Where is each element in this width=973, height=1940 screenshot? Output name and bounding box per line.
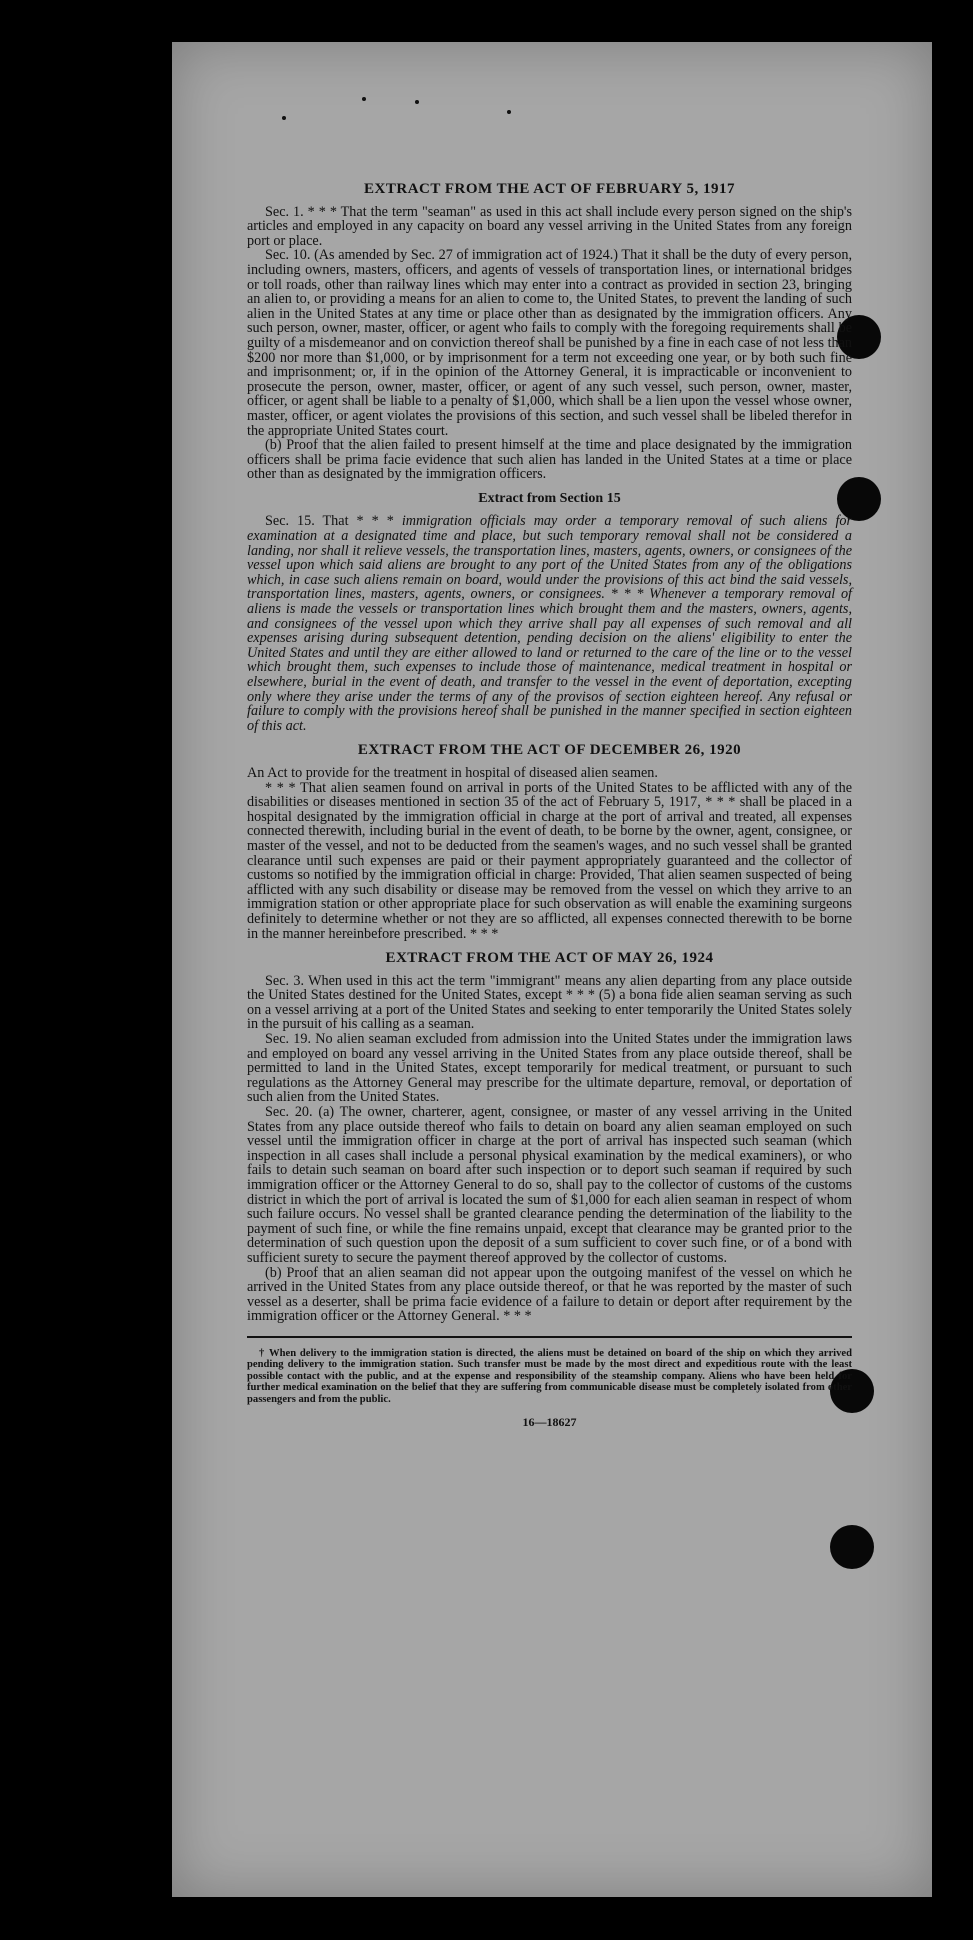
section-10b-text: (b) Proof that the alien failed to present himself at the time and place designated by the immigration officers shall be prima facie evidence that such alien has landed in the United States at a time or place other than as designated by the immigration officers. — [247, 437, 852, 483]
section-3-text: Sec. 3. When used in this act the term "immigrant" means any alien departing from any place outside the United States destined for the United States, except * * * (5) a bona fide alien seaman serving as such on a vessel arriving at a port of the United States and seeking to enter temporarily the United States solely in the pursuit of his calling as a seaman. — [247, 972, 852, 1033]
punch-hole — [830, 1525, 874, 1569]
speck — [415, 100, 419, 104]
act-1920-body: * * * That alien seamen found on arrival in ports of the United States to be afflicted with any of the disabilities or diseases mentioned in section 35 of the act of February 5, 1917, * * * shall be placed in a hospital designated by the immigration official in charge at the port of arrival and treated, all expenses connected therewith, including burial in the event of death, to be borne by the owner, agent, consignee, or master of the vessel, and not to be deducted from the seamen's wages, and no such vessel shall be granted clearance until such expenses are paid or their payment appropriately guaranteed and the collector of customs so notified by the immigration official in charge: Provided, That alien seamen suspected of being afflicted with any such disability or disease may be removed from the vessel on which they arrive to an immigration station or other appropriate place for such observation as will enable the examining surgeons definitely to determine whether or not they are so afflicted, all expenses connected therewith to be borne in the manner hereinbefore prescribed. * * * — [247, 779, 852, 942]
section-15-body: immigration officials may order a temporary removal of such aliens for examination at a designated time and place, but such temporary removal shall not be considered a landing, nor shall it relieve vessels, the transportation lines, masters, agents, owners, or consignees of the vessel upon which said aliens are brought to any port of the United States from any of the obligations which, in case such aliens remain on board, would under the provisions of this act bind the said vessels, transportation lines, masters, agents, owners, or consignees. * * * Whenever a temporary removal of aliens is made the vessels or transportation lines which brought them and the masters, owners, agents, and consignees of the vessel upon which they arrive shall pay all expenses of such removal and all expenses arising during subsequent detention, pending decision on the aliens' eligibility to enter the United States and until they are either allowed to land or returned to the care of the line or to the vessel which brought them, such expenses to include those of maintenance, medical treatment in hospital or elsewhere, burial in the event of death, and transfer to the vessel in the event of deportation, excepting only where they arise under the terms of any of the provisos of section eighteen hereof. Any refusal or failure to comply with the provisions hereof shall be punished in the manner specified in section eighteen of this act. — [247, 513, 852, 734]
document-text — [247, 182, 852, 1430]
section-20b-text: (b) Proof that an alien seaman did not appear upon the outgoing manifest of the vessel on which he arrived in the United States from any place outside thereof, or that he was reported by the master of such vessel as a deserter, shall be prima facie evidence of a failure to detain or deport after requirement by the immigration officer or the Attorney General. * * * — [247, 1264, 852, 1325]
section-10-text: Sec. 10. (As amended by Sec. 27 of immigration act of 1924.) That it shall be the duty of every person, including owners, masters, officers, and agents of vessels of transportation lines, or international bridges or toll roads, other than railway lines which may enter into a contract as provided in section 23, bringing an alien to, or providing a means for an alien to come to, the United States, to prevent the landing of such alien in the United States at any time or place other than as designated by the immigration officers. Any such person, owner, master, officer, or agent who fails to comply with the foregoing requirements shall be guilty of a misdemeanor and on conviction thereof shall be punished by a fine in each case of not less than $200 nor more than $1,000, or by imprisonment for a term not exceeding one year, or by both such fine and imprisonment; or, if in the opinion of the Attorney General, it is impracticable or inconvenient to prosecute the person, owner, master, officer, or agent of any such vessel, such person, owner, master, officer, or agent shall be liable to a penalty of $1,000, which shall be a lien upon the vessel whose owner, master, officer, or agent violates the provisions of this section, and such vessel shall be libeled therefor in the appropriate United States court. — [247, 247, 852, 439]
section-20-text: Sec. 20. (a) The owner, charterer, agent, consignee, or master of any vessel arriving in the United States from any place outside thereof who fails to detain on board any alien seaman employed on such vessel until the immigration officer in charge at the port of arrival has inspected such seaman (which inspection in all cases shall include a personal physical examination by the medical examiners), or who fails to detain such seaman on board after such inspection or to deport such seaman if required by such immigration officer or the Attorney General to do so, shall pay to the collector of customs of the customs district in which the port of arrival is located the sum of $1,000 for each alien seaman in respect of whom such failure occurs. No vessel shall be granted clearance pending the determination of the liability to the payment of such fine, or while the fine remains unpaid, except that clearance may be granted prior to the determination of such question upon the deposit of a sum sufficient to cover such fine, or of a bond with sufficient surety to secure the payment thereof approved by the collector of customs. — [247, 1104, 852, 1266]
section-15-prefix: Sec. 15. That * * * — [265, 513, 402, 530]
subheading-section-15: Extract from Section 15 — [478, 490, 621, 506]
heading-act-1924: EXTRACT FROM THE ACT OF MAY 26, 1924 — [385, 950, 714, 967]
speck — [507, 110, 511, 114]
section-19-text: Sec. 19. No alien seaman excluded from admission into the United States under the immigration laws and employed on board any vessel arriving in the United States from any place outside thereof, shall be permitted to land in the United States, except temporarily for medical treatment, or pursuant to such regulations as the Attorney General may prescribe for the ultimate departure, removal, or deportation of such alien from the United States. — [247, 1031, 852, 1106]
document-page — [172, 42, 932, 1897]
section-1-text: Sec. 1. * * * That the term "seaman" as used in this act shall include every person signed on the ship's articles and employed in any capacity on board any vessel arriving in the United States from any foreign port or place. — [247, 203, 852, 249]
form-number: 16—18627 — [522, 1414, 577, 1429]
heading-act-1917: EXTRACT FROM THE ACT OF FEBRUARY 5, 1917 — [364, 181, 735, 197]
speck — [282, 116, 286, 120]
act-1920-title: An Act to provide for the treatment in hospital of diseased alien seamen. — [247, 764, 658, 781]
footnote: † When delivery to the immigration station is directed, the aliens must be detained on board of the ship on which they arrived pending delivery to the immigration station. Such transfer must be made by the most direct and expeditious route with the least possible contact with the public, and at the expense and responsibility of the steamship company. Aliens who have been held for further medical examination on the belief that they are suffering from communicable disease must be completely isolated from other passengers and from the public. — [247, 1347, 852, 1405]
heading-act-1920: EXTRACT FROM THE ACT OF DECEMBER 26, 1920 — [357, 742, 742, 759]
section-15-text — [247, 514, 852, 733]
speck — [362, 97, 366, 101]
footnote-divider — [247, 1336, 852, 1338]
